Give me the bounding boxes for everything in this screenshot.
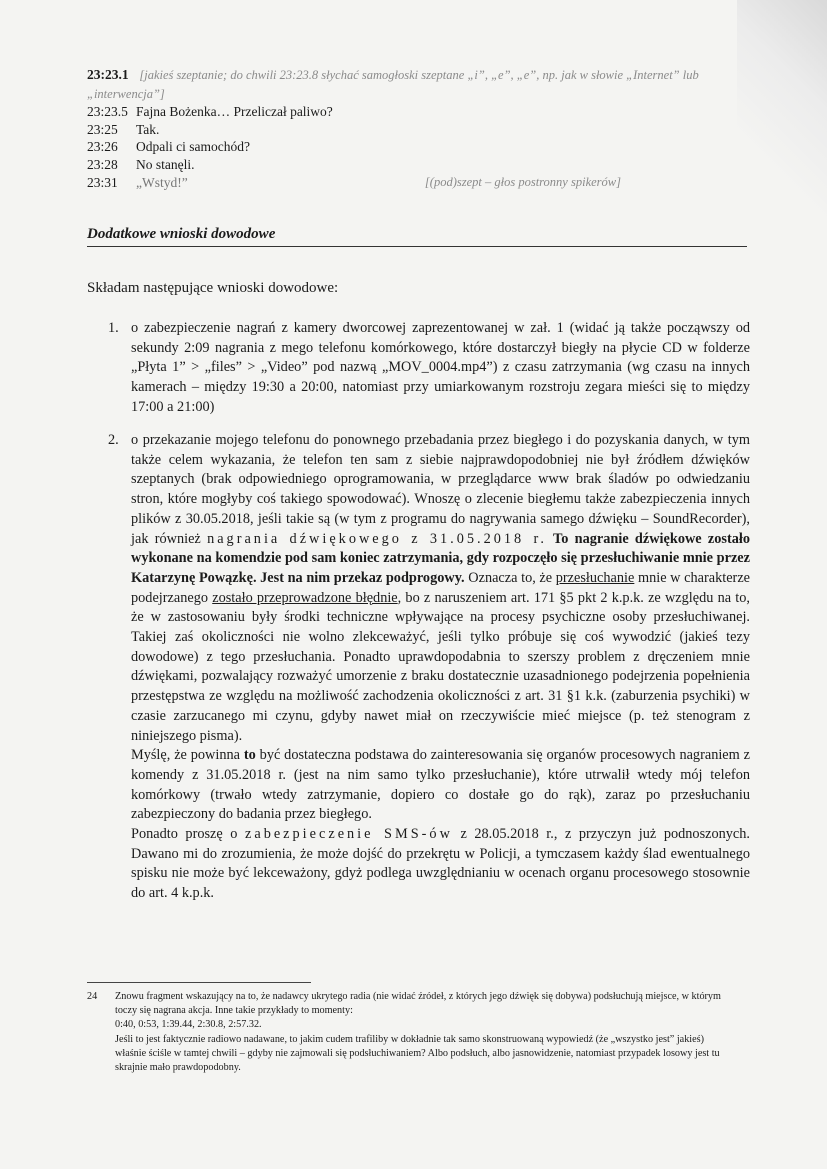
- footnote-line: Jeśli to jest faktycznie radiowo nadawane, to jakim cudem trafiliby w dokładnie tak samo skonstruowaną wypowiedź (że „wszystko jest” jakieś) właśnie ściśle w tamtej chwili – gdyby nie zajmowali się podsłuchiwaniem? Albo podsłuch, albo jasnowidzenie, natomiast przypadek losowy jest tu skrajnie mało prawdopodobny.: [115, 1033, 720, 1074]
- transcript-line: [87, 138, 747, 156]
- item-number: 1.: [108, 320, 119, 336]
- text-run: , bo z naruszeniem art. 171 §5 pkt 2 k.p.k. ze względu na to, że w zastosowaniu były środki techniczne wpływające na procesy psychiczne osoby przesłuchiwanej. Takiej zaś okoliczności nie wolno zlekceważyć, jeśli tylko próbuje się coś wywodzić (jakieś tezy dowodowe) z tego przesłuchania. Ponadto uprawdopodabnia to szerszy problem z dręczeniem mnie dźwiękami, pozwalający rozważyć umorzenie z braku dostatecznie uzasadnionego podejrzenia popełnienia przestępstwa ze względu na możliwość zachodzenia okoliczności z art. 31 §1 k.k. (zaburzenia psychiki) w czasie zarzucanego mi czynu, gdyby nawet miał on rzeczywiście mieć miejsce (p. też stenogram z niniejszego pisma).: [131, 589, 750, 744]
- item-paragraph: [131, 825, 750, 904]
- transcript-text: Tak.: [136, 121, 160, 137]
- transcript-text: Fajna Bożenka… Przeliczał paliwo?: [136, 104, 333, 120]
- list-item: [108, 431, 750, 904]
- transcript-line: [87, 121, 747, 139]
- transcript-line: [87, 66, 747, 103]
- item-paragraph: [131, 431, 750, 746]
- intro-sentence: Składam następujące wnioski dowodowe:: [87, 280, 339, 296]
- bold-text: To nagranie dźwiękowe zostało wykonane na komendzie pod sam koniec zatrzymania, gdy rozpoczęło się przesłuchiwanie mnie przez Katarzynę Powązkę. Jest na nim przekaz podprogowy.: [131, 530, 750, 586]
- transcript-note: [jakieś szeptanie; do chwili 23:23.8 słychać samogłoski szeptane „i”, „e”, „e”, np. jak w słowie „Internet” lub „interwencja”]: [87, 68, 699, 101]
- transcript-time: 23:23.1: [87, 67, 129, 82]
- item-number: 2.: [108, 432, 119, 448]
- transcript-line: [87, 174, 747, 192]
- footnote-line: 0:40, 0:53, 1:39.44, 2:30.8, 2:57.32.: [115, 1019, 262, 1031]
- item-text: [131, 431, 750, 904]
- transcript-time: 23:28: [87, 156, 118, 172]
- transcript-text: Odpali ci samochód?: [136, 139, 250, 155]
- transcript-time: 23:25: [87, 121, 118, 137]
- transcript-line: [87, 156, 747, 174]
- spaced-text: zabezpieczenie SMS-ów: [245, 826, 453, 843]
- text-run: Myślę, że powinna: [131, 747, 244, 764]
- item-paragraph: [131, 746, 750, 825]
- section-heading: Dodatkowe wnioski dowodowe: [87, 226, 747, 247]
- transcript-time: 23:26: [87, 139, 118, 155]
- bold-text: to: [243, 747, 256, 764]
- footnote: [87, 990, 727, 1075]
- item-text: o zabezpieczenie nagrań z kamery dworcowej zaprezentowanej w zał. 1 (widać ją także począwszy od sekundy 2:09 nagrania z mego telefonu komórkowego, które dostarczył biegły na płycie CD w folderze „Płyta 1” > „files” > „Video” pod nazwą „MOV_0004.mp4”) z czasu zatrzymania (wg czasu na innych kamerach – między 19:30 a 20:00, natomiast przy umiarkowanym rozstroju zegara mieści się to między 17:00 a 21:00): [131, 320, 750, 415]
- text-run: o przekazanie mojego telefonu do ponownego przebadania przez biegłego i do pozyskania danych, w tym także celem wykazania, że telefon ten sam z siebie najprawdopodobniej nie był źródłem dźwięków szeptanych (brak odpowiedniego oprogramowania, w przeglądarce www brak śladów po odwiedzaniu stron, które mogłyby coś takiego spowodować). Wnoszę o zlecenie biegłemu także zabezpieczenia innych plików z 30.05.2018, jeśli takie są (w tym z programu do nagrywania samego dźwięku – SoundRecorder), jak również: [131, 432, 750, 547]
- page-curl-shadow: [737, 0, 827, 230]
- list-item: [108, 319, 750, 418]
- transcript-note: [(pod)szept – głos postronny spikerów]: [424, 174, 621, 189]
- transcript-line: [87, 103, 747, 121]
- text-run: Oznacza to, że: [464, 569, 556, 586]
- footnote-line: Znowu fragment wskazujący na to, że nadawcy ukrytego radia (nie widać źródeł, z których jego dźwięk się dobywa) podsłuchują miejsce, w którym toczy się nagrana akcja. Inne takie przykłady to momenty:: [115, 991, 721, 1017]
- footnote-text: [115, 990, 727, 1075]
- text-run: Ponadto proszę o: [131, 826, 245, 843]
- footnote-number: 24: [87, 991, 98, 1002]
- text-run: mnie w charakterze podejrzanego: [131, 569, 751, 606]
- underlined-text: zostało przeprowadzone błędnie: [212, 589, 398, 606]
- spaced-text: nagrania dźwiękowego z 31.05.2018 r.: [207, 530, 547, 547]
- transcript-text: No stanęli.: [136, 156, 195, 172]
- transcript-block: [87, 66, 747, 191]
- footnote-separator: [87, 982, 311, 983]
- underlined-text: przesłuchanie: [555, 569, 635, 586]
- transcript-text: „Wstyd!”: [136, 174, 188, 190]
- transcript-time: 23:31: [87, 174, 118, 190]
- transcript-time: 23:23.5: [87, 104, 128, 120]
- text-run: z 28.05.2018 r., z przyczyn już podnoszonych. Dawano mi do zrozumienia, że może dojść do przekrętu w Policji, a tymczasem każdy ślad ewentualnego spisku nie może być lekceważony, gdyż podlega uwzględnianiu w ocenach organu procesowego stosownie do art. 4 k.p.k.: [131, 826, 750, 902]
- text-run: być dostateczna podstawa do zainteresowania się organów procesowych nagraniem z komendy z 31.05.2018 r. (jest na nim samo tylko przesłuchanie), które utrwalił wtedy mój telefon komórkowy (trwało wtedy zatrzymanie, dopiero co dostałe go do rąk), zaraz po przesłuchaniu zabezpieczony do badania przez biegłego.: [131, 747, 750, 823]
